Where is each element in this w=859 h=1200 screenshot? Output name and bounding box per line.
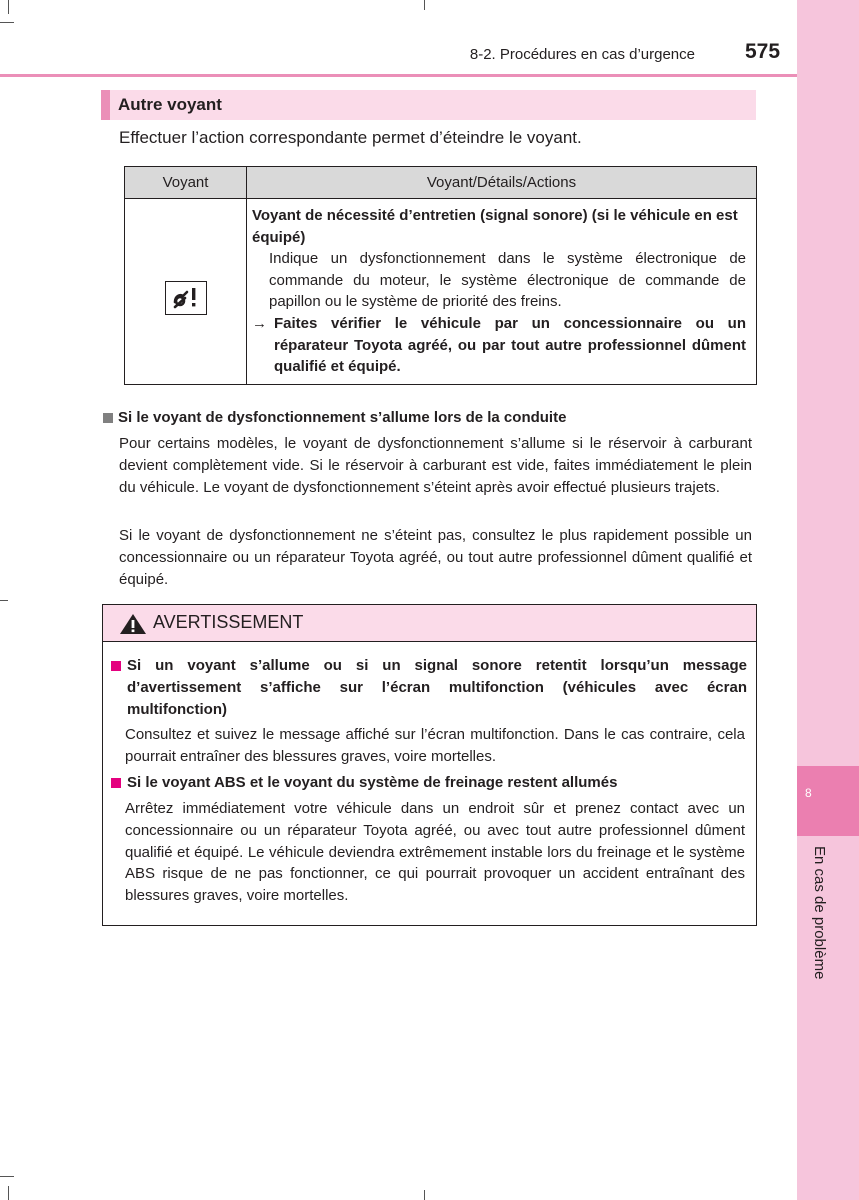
crop-mark — [0, 600, 8, 601]
note-title: Si le voyant de dysfonctionnement s’allume lors de la conduite — [118, 409, 567, 426]
warning-item-body: Arrêtez immédiatement votre véhicule dans un endroit sûr et prenez contact avec un concessionnaire ou un réparateur Toyota agréé, ou avec tout autre professionnel dûment qualifié et équipé. Le véhicule deviendra extrêmement instable lors du freinage et le système ABS risque de ne pas fonctionner, ce qui pourrait provoquer un accident entraînant des blessures graves, voire mortelles. — [125, 800, 745, 905]
section-title: Autre voyant — [118, 95, 222, 114]
warning-title: AVERTISSEMENT — [153, 612, 304, 632]
gray-square-bullet-icon — [103, 413, 113, 423]
intro-text: Effectuer l’action correspondante permet d’éteindre le voyant. — [119, 128, 582, 147]
table-header-voyant: Voyant — [125, 167, 247, 199]
chapter-number: 8 — [805, 786, 812, 800]
arrow-icon: → — [252, 314, 267, 332]
icon-cell — [125, 199, 247, 385]
page-number: 575 — [745, 40, 781, 63]
crop-mark — [0, 22, 14, 23]
crop-mark — [8, 1186, 9, 1200]
chapter-label: En cas de problème — [811, 846, 828, 980]
note-heading — [103, 409, 566, 426]
warning-box — [102, 604, 757, 926]
crop-mark — [8, 0, 9, 14]
warning-item-heading — [111, 655, 747, 721]
crop-mark — [424, 1190, 425, 1200]
warning-item-body: Consultez et suivez le message affiché sur l’écran multifonction. Dans le cas contraire, cela pourrait entraîner des blessures graves, voire mortelles. — [125, 726, 745, 765]
chapter-tab — [797, 766, 859, 836]
pink-square-bullet-icon — [111, 778, 121, 788]
crop-mark — [0, 1176, 14, 1177]
side-strip — [797, 0, 859, 1200]
note-paragraph: Si le voyant de dysfonctionnement ne s’éteint pas, consultez le plus rapidement possible un concessionnaire ou un réparateur Toyota agréé, ou tout autre professionnel dûment qualifié et équipé. — [119, 527, 752, 588]
indicator-table — [124, 166, 757, 385]
warning-item-heading — [111, 772, 747, 794]
warning-item-title: Si le voyant ABS et le voyant du système de freinage restent allumés — [127, 774, 618, 791]
warning-item-title: Si un voyant s’allume ou si un signal sonore retentit lorsqu’un message d’avertissement s’affiche sur l’écran multifonction (véhicules avec écran multifonction) — [127, 657, 747, 718]
indicator-action — [252, 313, 746, 378]
warning-header — [103, 605, 756, 642]
warning-triangle-icon — [119, 613, 147, 635]
crop-mark — [424, 0, 425, 10]
header-section-title: 8-2. Procédures en cas d’urgence — [469, 46, 695, 63]
indicator-description: Indique un dysfonctionnement dans le système électronique de commande du moteur, le système électronique de commande de papillon ou le système de priorité des freins. — [269, 250, 746, 311]
indicator-title: Voyant de nécessité d’entretien (signal sonore) (si le véhicule en est équipé) — [252, 207, 738, 246]
action-text: Faites vérifier le véhicule par un concessionnaire ou un réparateur Toyota agréé, ou par tout autre professionnel dûment qualifié et équipé. — [274, 314, 746, 376]
maintenance-warning-icon — [165, 281, 207, 315]
note-paragraph: Pour certains modèles, le voyant de dysfonctionnement s’allume si le réservoir à carburant devient complètement vide. Si le réservoir à carburant est vide, faites immédiatement le plein du véhicule. Le voyant de dysfonctionnement s’éteint après avoir effectué plusieurs trajets. — [119, 435, 752, 496]
details-cell — [247, 199, 757, 385]
header-rule — [0, 74, 797, 77]
pink-square-bullet-icon — [111, 661, 121, 671]
table-row — [125, 199, 757, 385]
section-title-bar — [101, 90, 756, 120]
table-header-details: Voyant/Détails/Actions — [247, 167, 757, 199]
